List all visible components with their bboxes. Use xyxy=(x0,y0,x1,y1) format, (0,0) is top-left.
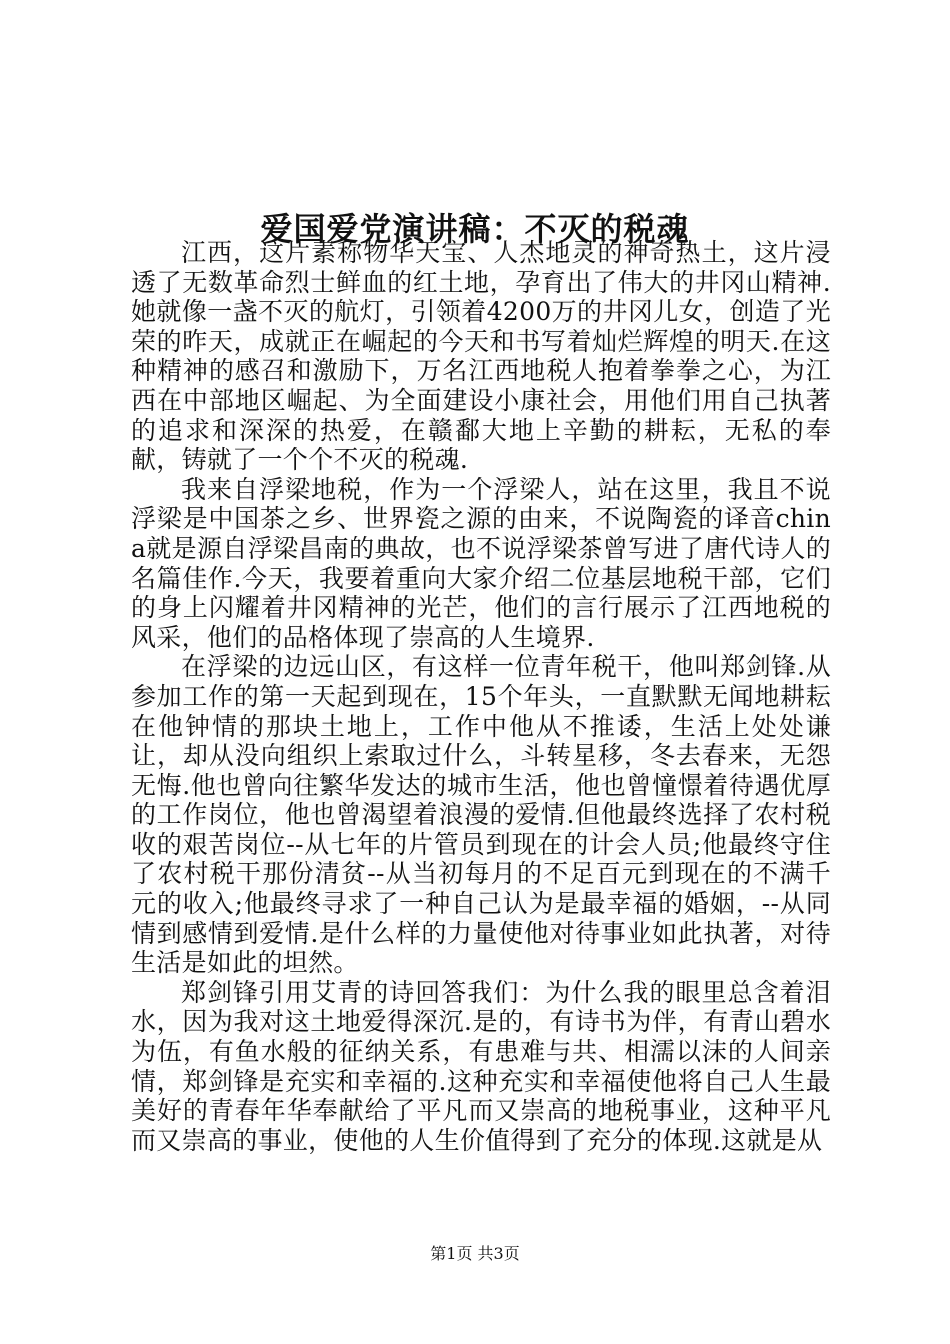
paragraph: 在浮梁的边远山区，有这样一位青年税干，他叫郑剑锋.从参加工作的第一天起到现在，15个年头，一直默默无闻地耕耘在他钟情的那块土地上，工作中他从不推诿，生活上处处谦让，却从没向组织上索取过什么，斗转星移，冬去春来，无怨无悔.他也曾向往繁华发达的城市生活，他也曾憧憬着待遇优厚的工作岗位，他也曾渴望着浪漫的爱情.但他最终选择了农村税收的艰苦岗位--从七年的片管员到现在的计会人员;他最终守住了农村税干那份清贫--从当初每月的不足百元到现在的不满千元的收入;他最终寻求了一种自己认为是最幸福的婚姻，--从同情到感情到爱情.是什么样的力量使他对待事业如此执著，对待生活是如此的坦然。 xyxy=(131,652,831,978)
paragraph: 我来自浮梁地税，作为一个浮梁人，站在这里，我且不说浮梁是中国茶之乡、世界瓷之源的由来，不说陶瓷的译音china就是源自浮梁昌南的典故，也不说浮梁茶曾写进了唐代诗人的名篇佳作.今天，我要着重向大家介绍二位基层地税干部，它们的身上闪耀着井冈精神的光芒，他们的言行展示了江西地税的风采，他们的品格体现了崇高的人生境界. xyxy=(131,474,831,652)
paragraph: 郑剑锋引用艾青的诗回答我们：为什么我的眼里总含着泪水，因为我对这土地爱得深沉.是的，有诗书为伴，有青山碧水为伍，有鱼水般的征纳关系，有患难与共、相濡以沫的人间亲情，郑剑锋是充实和幸福的.这种充实和幸福使他将自己人生最美好的青春年华奉献给了平凡而又崇高的地税事业，这种平凡而又崇高的事业，使他的人生价值得到了充分的体现.这就是从 xyxy=(131,977,831,1155)
paragraph: 江西，这片素称物华天宝、人杰地灵的神奇热土，这片浸透了无数革命烈士鲜血的红土地，孕育出了伟大的井冈山精神.她就像一盏不灭的航灯，引领着4200万的井冈儿女，创造了光荣的昨天，成就正在崛起的今天和书写着灿烂辉煌的明天.在这种精神的感召和激励下，万名江西地税人抱着拳拳之心，为江西在中部地区崛起、为全面建设小康社会，用他们用自己执著的追求和深深的热爱，在赣鄱大地上辛勤的耕耘，无私的奉献，铸就了一个个不灭的税魂. xyxy=(131,238,831,475)
document-body xyxy=(131,238,831,1155)
document-title: 爱国爱党演讲稿：不灭的税魂 xyxy=(260,210,690,249)
page-number-footer: 第1页 共3页 xyxy=(430,1244,520,1263)
